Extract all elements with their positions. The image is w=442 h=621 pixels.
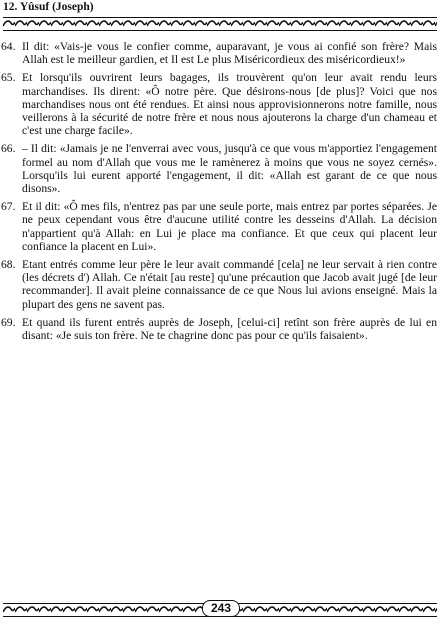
verse-69 (0, 316, 442, 342)
verse-number: 67. (1, 200, 16, 214)
verse-65 (0, 71, 442, 137)
verse-68 (0, 258, 442, 311)
verse-number: 64. (1, 40, 16, 53)
verse-text: Il dit: «Vais-je vous le confier comme, auparavant, je vous ai confié son frère? Mais Allah est le meilleur gardien, et Il est Le plus Miséricordieux des miséricordieux!» (22, 40, 437, 67)
page-number: 243 (202, 600, 240, 617)
verse-text: Et lorsqu'ils ouvrirent leurs bagages, ils trouvèrent qu'on leur avait rendu leurs marchandises. Ils dirent: «Ô notre père. Que désirons-nous [de plus]? Voici que nos marchandises nous ont été rendues. Et ainsi nous approvisionnerons notre famille, nous veillerons à la sécurité de notre frère et nous nous ajouterons la charge d'un chameau et c'est une charge facile». (22, 71, 437, 138)
verse-text: – Il dit: «Jamais je ne l'enverrai avec vous, jusqu'à ce que vous m'apportiez l'engagement formel au nom d'Allah que vous me le ramènerez à moins que vous ne soyez cernés». Lorsqu'ils lui eurent apporté l'engagement, il dit: «Allah est garant de ce que nous disons». (22, 142, 437, 196)
verse-list (0, 40, 442, 347)
verse-number: 68. (1, 258, 16, 272)
verse-text: Et quand ils furent entrés auprès de Joseph, [celui-ci] retînt son frère auprès de lui en disant: «Je suis ton frère. Ne te chagrine donc pas pour ce qu'ils faisaient». (22, 315, 437, 343)
verse-67 (0, 200, 442, 253)
top-decorative-border (3, 17, 437, 31)
wave-border-ornament (3, 18, 437, 29)
footer (0, 603, 442, 617)
verse-number: 69. (1, 315, 16, 329)
verse-number: 66. (1, 142, 16, 156)
verse-number: 65. (1, 71, 16, 85)
verse-text: Et il dit: «Ô mes fils, n'entrez pas par une seule porte, mais entrez par portes séparées. Je ne peux cependant vous être d'aucune utilité contre les desseins d'Allah. La décision n'appartient qu'à Allah: en Lui je place ma confiance. Et que ceux qui placent leur confiance la placent en Lui». (22, 200, 437, 253)
page-header: 12. Yûsuf (Joseph) (3, 1, 94, 13)
verse-66 (0, 142, 442, 195)
verse-64 (0, 40, 442, 66)
verse-text: Etant entrés comme leur père le leur avait commandé [cela] ne leur servait à rien contre (les décrets d') Allah. Ce n'était [au reste] qu'une précaution que Jacob avait jugé [de leur recommander]. Il avait pleine connaissance de ce que Nous lui avions enseigné. Mais la plupart des gens ne savent pas. (22, 258, 437, 311)
